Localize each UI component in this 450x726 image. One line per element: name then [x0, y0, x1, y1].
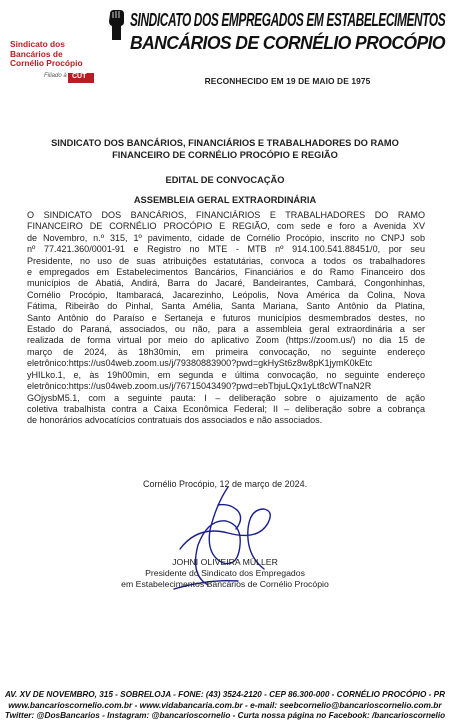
- signatory-role: Presidente do Sindicato dos Empregados: [145, 568, 305, 578]
- body-line: O SINDICATO DOS BANCÁRIOS, FINANCIÁRIOS E TRABALHADORES DO RAMO: [27, 210, 425, 220]
- body-line: GOjysbM5.1, com a seguinte pauta: I – deliberação sobre o ajuizamento de ação: [27, 392, 425, 403]
- body-line: e empregados em Estabelecimentos Bancários, Financiários e do Ramo Financeiro dos: [27, 267, 425, 278]
- letterhead-title-line2: BANCÁRIOS DE CORNÉLIO PROCÓPIO: [130, 33, 445, 53]
- logo-line: Sindicato dos: [10, 39, 65, 49]
- raised-fist-icon: [105, 8, 127, 42]
- footer-web-email: www.bancarioscornelio.com.br - www.vidabancaria.com.br - e-mail: seebcornelio@bancarioscornelio.com.br: [8, 699, 442, 710]
- signatory-role: em Estabelecimentos Bancários de Cornélio Procópio: [121, 579, 329, 589]
- org-name-line: SINDICATO DOS BANCÁRIOS, FINANCIÁRIOS E TRABALHADORES DO RAMO: [51, 138, 399, 148]
- body-line: eletrônico:https://us04web.zoom.us/j/76715043490?pwd=ebTbjuLQx1yLt8cWTnaN2R: [27, 381, 372, 392]
- body-line: Presidente, no uso de suas atribuições estatutárias, convoca a todos os trabalhadores: [27, 255, 425, 266]
- logo-affiliation: Filiado à: [44, 73, 67, 79]
- body-line: yHILko.1, e, às 19h00min, em segunda e última convocação, no seguinte endereço: [27, 369, 425, 380]
- logo-line: Bancários de: [10, 48, 63, 59]
- notice-body: [27, 210, 425, 427]
- body-line: eletrônico:https://us04web.zoom.us/j/79380883900?pwd=gkHySt6z8w8pK1jymK0kEtc: [27, 358, 373, 369]
- body-line: realizada de forma virtual por meio do aplicativo Zoom (https://zoom.us/) no dia 15 de: [27, 335, 425, 346]
- body-line: Santo Antônio do Paraíso e Sertaneja e futuros municípios desmembrados destes, no: [27, 312, 425, 323]
- cut-label: CUT: [72, 73, 87, 80]
- footer-social: Twitter: @DosBancarios - Instagram: @bancarioscornelio - Curta nossa página no Facebook: /bancarioscornelio: [4, 710, 446, 720]
- org-name: [40, 137, 410, 161]
- body-line: Fátima, Ribeirão do Pinhal, Santa Amélia, Santa Mariana, Santo Antônio da Platina,: [27, 301, 425, 312]
- body-line: de Novembro, n.º 315, 1º pavimento, cidade de Cornélio Procópio, inscrito no CNPJ sob: [27, 232, 425, 243]
- body-line: nº 77.421.360/0001-91 e Registro no MTE - MTB nº 914.100.541.88451/0, por seu: [27, 244, 425, 255]
- assembly-title: ASSEMBLEIA GERAL EXTRAORDINÁRIA: [133, 195, 317, 205]
- signatory-name: JOHNI OLIVEIRA MÜLLER: [172, 557, 278, 567]
- body-line: FINANCEIRO DE CORNÉLIO PROCÓPIO E REGIÃO, com sede e foro a Avenida XV: [27, 221, 425, 232]
- letterhead-title-line1: SINDICATO DOS EMPREGADOS EM ESTABELECIMENTOS: [130, 10, 446, 30]
- signatory-block: [85, 557, 365, 590]
- footer-address: AV. XV DE NOVEMBRO, 315 - SOBRELOJA - FONE: (43) 3524-2120 - CEP 86.300-000 - CORNÉLIO PROCÓPIO - PR: [4, 689, 446, 699]
- body-line: coletiva trabalhista contra a Caixa Econômica Federal; II – deliberação sobre a cobrança: [27, 403, 425, 414]
- notice-title: EDITAL DE CONVOCAÇÃO: [165, 175, 285, 185]
- org-name-line: FINANCEIRO DE CORNÉLIO PROCÓPIO E REGIÃO: [112, 150, 338, 160]
- body-line: municípios de Abatiá, Andirá, Barra do Jacaré, Bandeirantes, Cambará, Congonhinhas,: [27, 278, 425, 289]
- body-line: março de 2024, às 18h30min, em primeira convocação, no seguinte endereço: [27, 346, 425, 357]
- body-line: Estado do Paraná, associados, ou não, para a assembleia geral extraordinária a ser: [27, 324, 425, 335]
- union-logo: [10, 40, 90, 69]
- body-line: Cornélio Procópio, Itambaracá, Jacarezinho, Leópolis, Nova América da Colina, Nova: [27, 289, 425, 300]
- logo-line: Cornélio Procópio: [10, 58, 83, 69]
- footer-contact: [0, 689, 450, 721]
- letterhead-recognition: RECONHECIDO EM 19 DE MAIO DE 1975: [204, 76, 371, 86]
- place-and-date: Cornélio Procópio, 12 de março de 2024.: [143, 479, 308, 489]
- body-line: de honorários advocatícios contratuais dos associados e não associados.: [27, 415, 323, 426]
